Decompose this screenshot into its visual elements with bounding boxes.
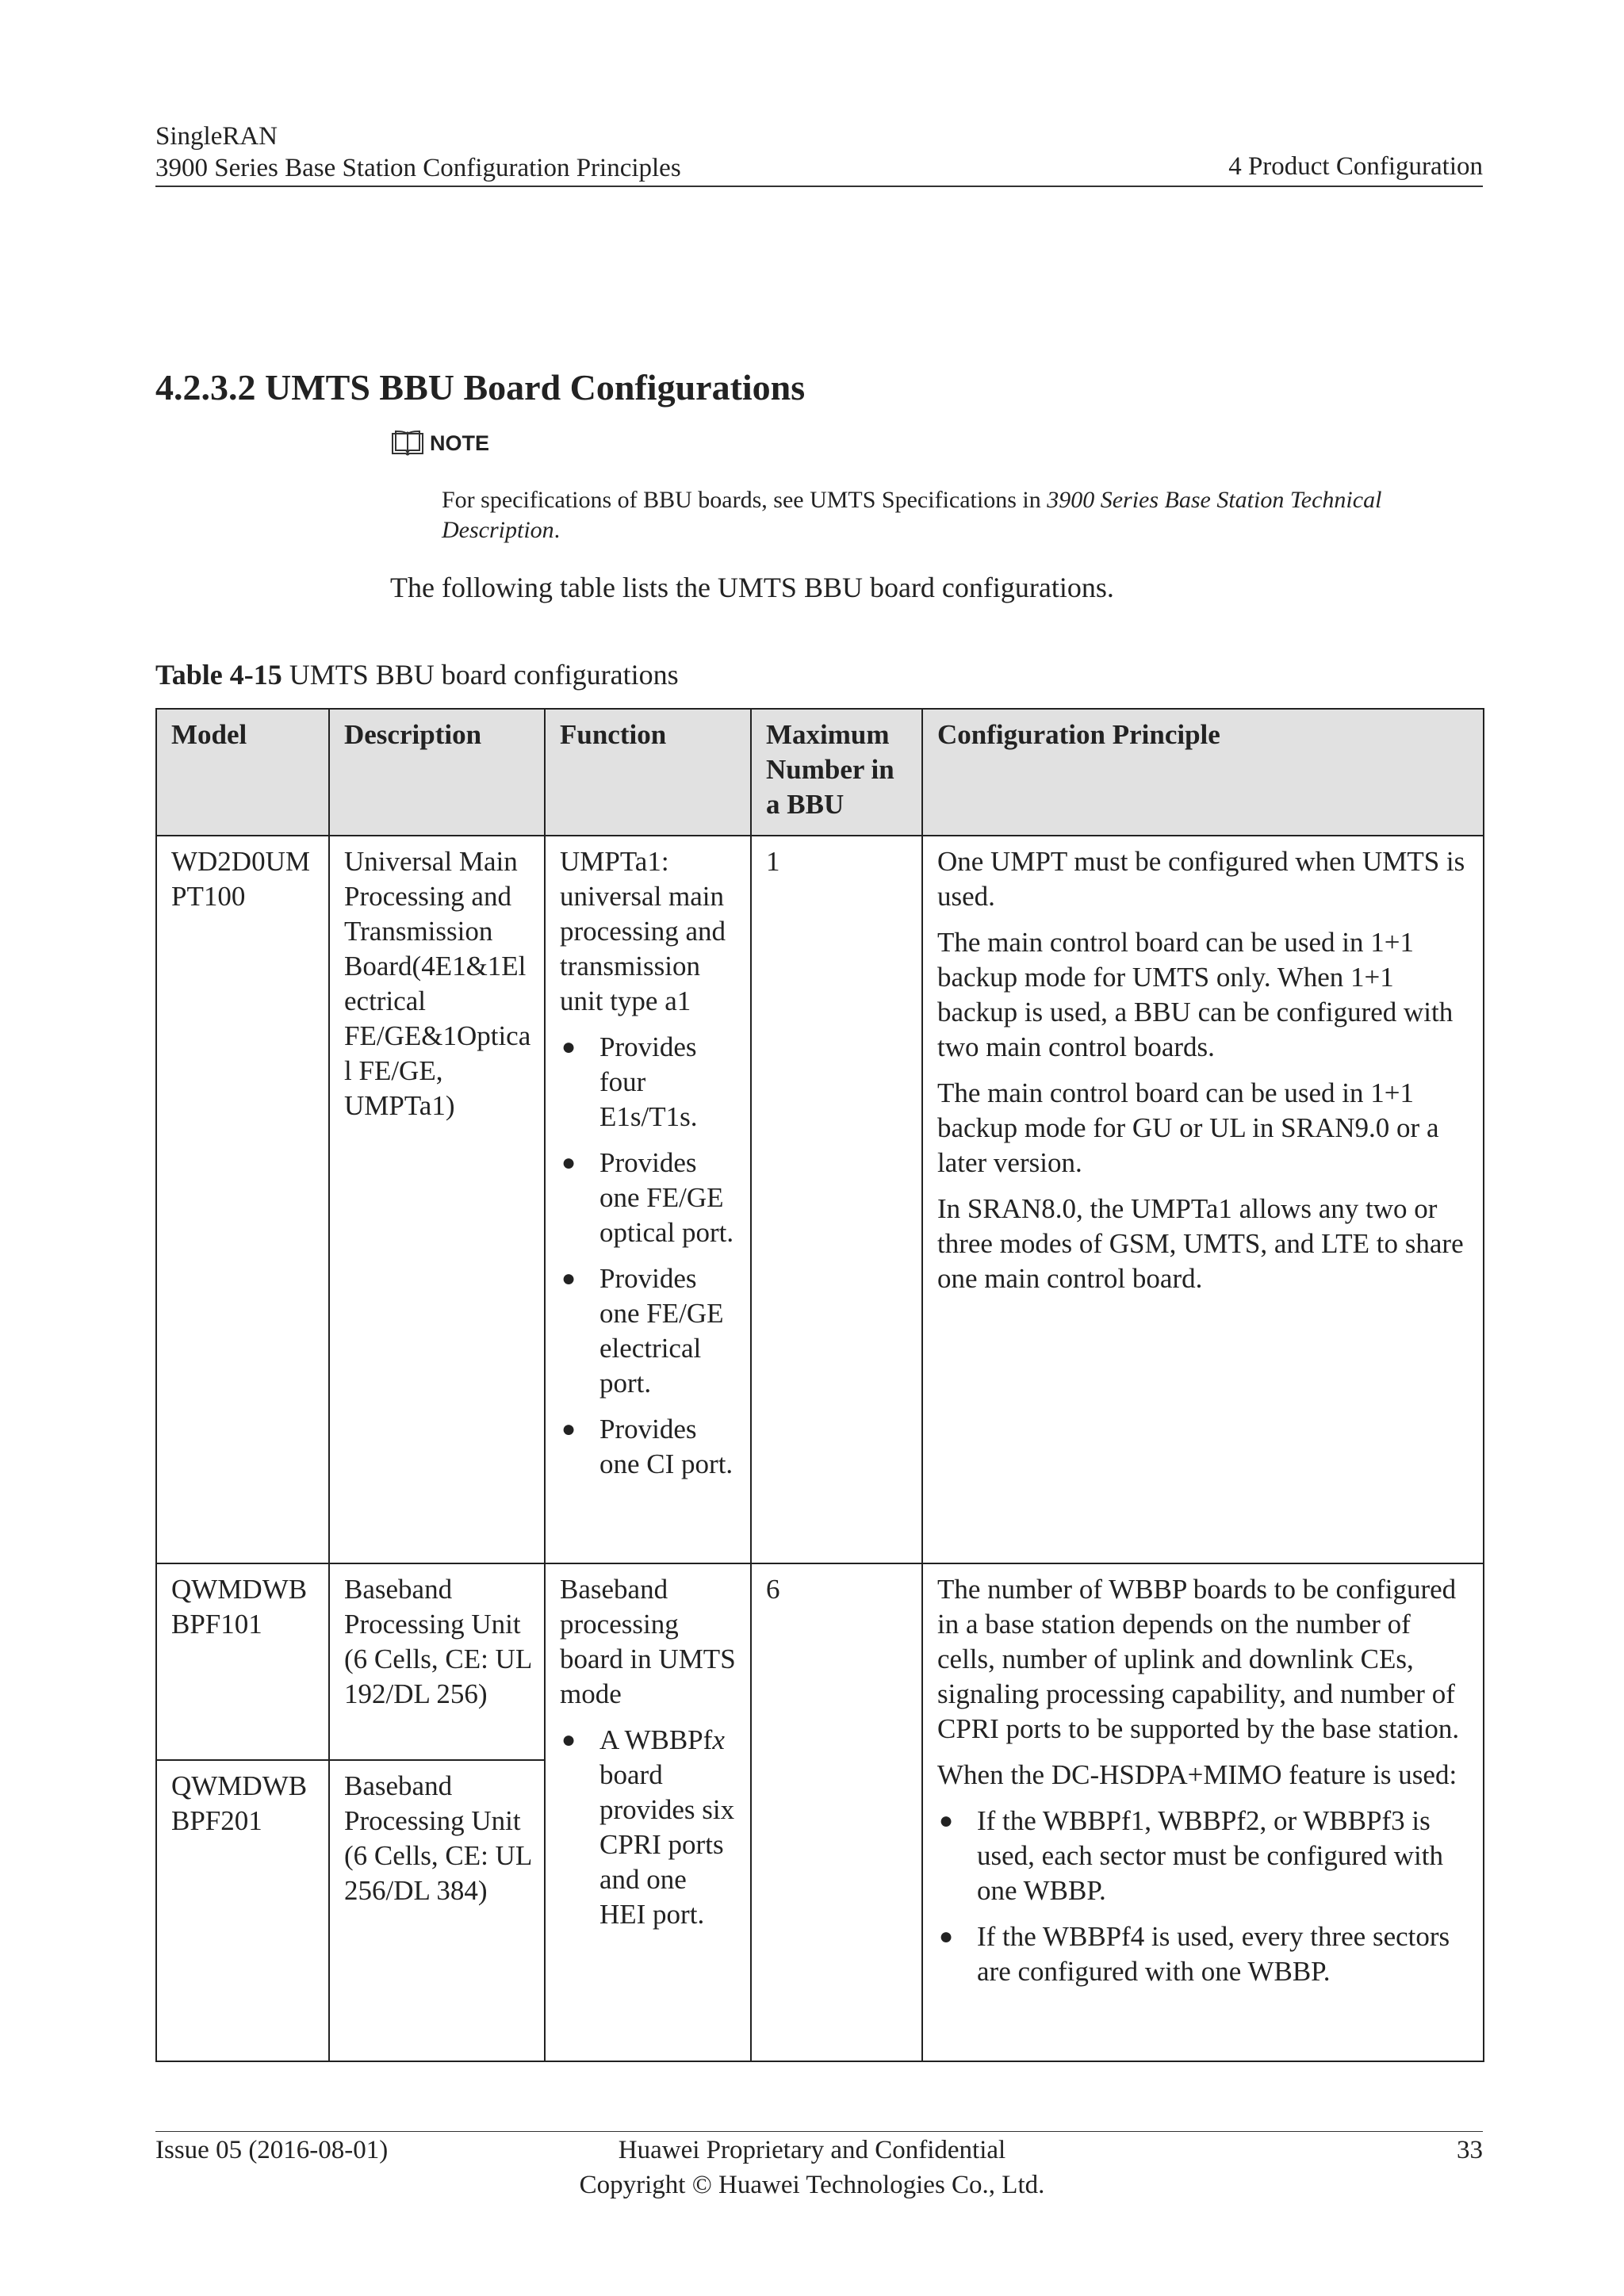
note-text-prefix: For specifications of BBU boards, see UMTS Specifications in — [442, 487, 1048, 513]
footer-rule — [155, 2131, 1483, 2132]
cell-max-number: 6 — [751, 1563, 922, 2061]
cell-model: QWMDWBBPF101 — [156, 1563, 329, 1760]
principle-paragraph: The main control board can be used in 1+1 backup mode for GU or UL in SRAN9.0 or a later version. — [937, 1077, 1439, 1178]
header-product: SingleRAN — [155, 122, 278, 151]
note-text-suffix: . — [553, 517, 561, 543]
principle-paragraph: When the DC-HSDPA+MIMO feature is used: — [937, 1759, 1457, 1790]
function-title: Baseband processing board in UMTS mode — [560, 1574, 736, 1709]
table-caption — [155, 658, 679, 691]
list-item — [560, 1723, 739, 1932]
table-header-row — [156, 709, 1484, 836]
cell-description: Baseband Processing Unit (6 Cells, CE: UL 256/DL 384) — [329, 1760, 545, 2061]
function-item-prefix: A WBBPf — [599, 1724, 713, 1755]
table-row — [156, 836, 1484, 1563]
principle-paragraph: The main control board can be used in 1+1 backup mode for UMTS only. When 1+1 backup is used, a BBU can be configured with two main control boards. — [937, 927, 1454, 1062]
cell-function — [545, 1563, 751, 2061]
function-list — [560, 1723, 739, 1932]
cell-model: WD2D0UMPT100 — [156, 836, 329, 1563]
list-item: ● Provides four E1s/T1s. — [560, 1030, 739, 1135]
footer-issue: Issue 05 (2016-08-01) — [155, 2136, 389, 2164]
header-chapter: 4 Product Configuration — [1228, 152, 1483, 181]
principle-paragraph: One UMPT must be configured when UMTS is used. — [937, 846, 1465, 912]
list-item: ● If the WBBPf4 is used, every three sectors are configured with one WBBP. — [937, 1919, 1472, 1989]
note-text — [442, 485, 1473, 545]
section-title: 4.2.3.2 UMTS BBU Board Configurations — [155, 367, 806, 408]
cell-config-principle — [922, 1563, 1484, 2061]
list-item: ● Provides one FE/GE optical port. — [560, 1146, 739, 1250]
cell-description: Universal Main Processing and Transmission Board(4E1&1Electrical FE/GE&1Optical FE/GE, UMPTa1) — [329, 836, 545, 1563]
function-title: UMPTa1: universal main processing and transmission unit type a1 — [560, 846, 726, 1016]
principle-paragraph: The number of WBBP boards to be configured in a base station depends on the number of cells, number of uplink and downlink CEs, signaling processing capability, and number of CPRI ports to be supported by the base station. — [937, 1574, 1460, 1744]
header-rule — [155, 186, 1483, 187]
note-label: NOTE — [430, 430, 490, 455]
header-doc-title: 3900 Series Base Station Configuration Principles — [155, 154, 681, 182]
note-block-label — [390, 430, 489, 457]
cell-description: Baseband Processing Unit (6 Cells, CE: UL 192/DL 256) — [329, 1563, 545, 1760]
cell-config-principle — [922, 836, 1484, 1563]
note-reference: 3900 Series Base Station Technical Description — [442, 487, 1382, 543]
col-header-max-number: Maximum Number in a BBU — [751, 709, 922, 836]
table-caption-number: Table 4-15 — [155, 659, 282, 691]
table-caption-text: UMTS BBU board configurations — [282, 659, 679, 691]
board-config-table — [155, 708, 1484, 2062]
cell-function — [545, 836, 751, 1563]
list-item: ● Provides one FE/GE electrical port. — [560, 1261, 739, 1401]
intro-paragraph: The following table lists the UMTS BBU board configurations. — [390, 572, 1114, 603]
col-header-config-principle: Configuration Principle — [922, 709, 1484, 836]
function-item-suffix: board provides six CPRI ports and one HEI port. — [599, 1759, 735, 1930]
principle-list — [937, 1804, 1472, 1989]
col-header-description: Description — [329, 709, 545, 836]
principle-paragraph: In SRAN8.0, the UMPTa1 allows any two or three modes of GSM, UMTS, and LTE to share one main control board. — [937, 1193, 1464, 1294]
book-icon — [390, 430, 425, 457]
footer-copyright: Copyright © Huawei Technologies Co., Ltd. — [579, 2171, 1045, 2199]
page-number: 33 — [1457, 2136, 1483, 2164]
col-header-function: Function — [545, 709, 751, 836]
footer-confidential: Huawei Proprietary and Confidential — [618, 2136, 1006, 2164]
table-row — [156, 1563, 1484, 1760]
function-list — [560, 1030, 739, 1482]
cell-model: QWMDWBBPF201 — [156, 1760, 329, 2061]
col-header-model: Model — [156, 709, 329, 836]
cell-max-number: 1 — [751, 836, 922, 1563]
list-item: ● Provides one CI port. — [560, 1412, 739, 1482]
list-item: ● If the WBBPf1, WBBPf2, or WBBPf3 is used, each sector must be configured with one WBBP. — [937, 1804, 1472, 1908]
function-item-var: x — [712, 1724, 725, 1755]
